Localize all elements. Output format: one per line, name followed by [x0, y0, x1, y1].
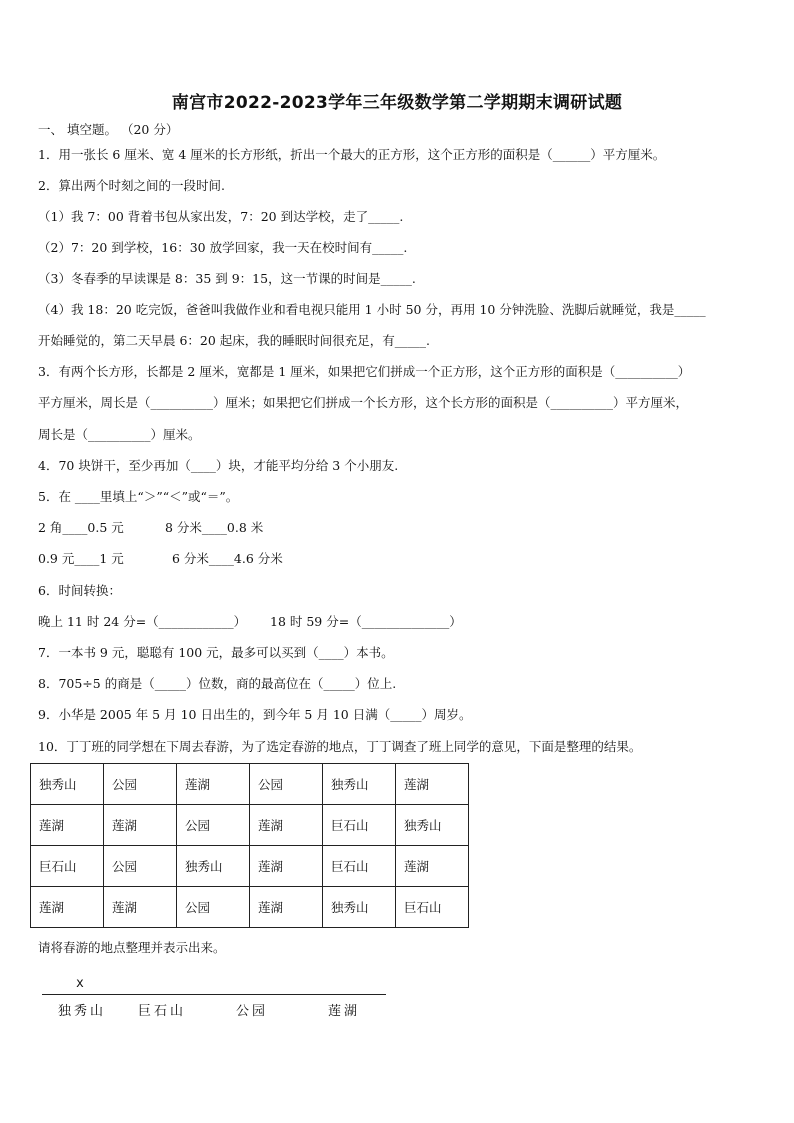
question-5-item-1: 2 角____0.5 元	[38, 520, 124, 535]
table-cell: 莲湖	[250, 805, 323, 846]
table-cell: 莲湖	[104, 887, 177, 928]
question-8: 8．705÷5 的商是（_____）位数，商的最高位在（_____）位上.	[38, 676, 397, 691]
table-cell: 独秀山	[323, 764, 396, 805]
table-cell: 独秀山	[396, 805, 469, 846]
question-6-item-1: 晚上 11 时 24 分=（____________）	[38, 614, 247, 629]
table-cell: 公园	[104, 764, 177, 805]
question-2-part-4-line-1: （4）我 18：20 吃完饭，爸爸叫我做作业和看电视只能用 1 小时 50 分，再用 10 分钟洗脸、洗脚后就睡觉，我是_____	[38, 302, 706, 317]
question-6: 6．时间转换：	[38, 583, 121, 598]
table-cell: 巨石山	[323, 805, 396, 846]
tally-label-jushishan: 巨石山	[138, 1004, 187, 1019]
question-9: 9．小华是 2005 年 5 月 10 日出生的，到今年 5 月 10 日满（_____）周岁。	[38, 707, 472, 722]
table-cell: 莲湖	[104, 805, 177, 846]
table-cell: 巨石山	[396, 887, 469, 928]
table-row	[31, 887, 469, 928]
question-2-part-3: （3）冬春季的早读课是 8：35 到 9：15，这一节课的时间是_____.	[38, 271, 416, 286]
question-2-part-1: （1）我 7：00 背着书包从家出发，7：20 到达学校，走了_____.	[38, 209, 404, 224]
survey-table	[30, 763, 469, 928]
table-cell: 公园	[250, 764, 323, 805]
question-5-item-4: 6 分米____4.6 分米	[172, 551, 283, 566]
question-3-line-2: 平方厘米，周长是（__________）厘米；如果把它们拼成一个长方形，这个长方形的面积是（__________）平方厘米，	[38, 395, 689, 410]
question-3-line-1: 3．有两个长方形，长都是 2 厘米，宽都是 1 厘米，如果把它们拼成一个正方形，这个正方形的面积是（__________）	[38, 364, 691, 379]
page-title: 南宫市2022-2023学年三年级数学第二学期期末调研试题	[171, 93, 623, 113]
table-cell: 莲湖	[250, 846, 323, 887]
table-cell: 莲湖	[31, 805, 104, 846]
table-row	[31, 846, 469, 887]
table-cell: 莲湖	[396, 846, 469, 887]
table-cell: 莲湖	[31, 887, 104, 928]
table-row	[31, 805, 469, 846]
table-cell: 公园	[104, 846, 177, 887]
table-cell: 莲湖	[177, 764, 250, 805]
table-cell: 莲湖	[396, 764, 469, 805]
section-heading: 一、 填空题。 （20 分）	[38, 122, 179, 137]
table-cell: 公园	[177, 887, 250, 928]
question-5-item-3: 0.9 元____1 元	[38, 551, 124, 566]
question-6-item-2: 18 时 59 分=（______________）	[270, 614, 462, 629]
table-cell: 独秀山	[177, 846, 250, 887]
table-cell: 公园	[177, 805, 250, 846]
tally-mark: x	[76, 976, 84, 991]
question-10-instruction: 请将春游的地点整理并表示出来。	[38, 940, 226, 955]
table-row	[31, 764, 469, 805]
question-2-part-4-line-2: 开始睡觉的，第二天早晨 6：20 起床，我的睡眠时间很充足，有_____.	[38, 333, 431, 348]
table-cell: 巨石山	[31, 846, 104, 887]
question-5-item-2: 8 分米____0.8 米	[165, 520, 264, 535]
question-3-line-3: 周长是（__________）厘米。	[38, 427, 201, 442]
table-cell: 独秀山	[31, 764, 104, 805]
table-cell: 独秀山	[323, 887, 396, 928]
question-5: 5．在 ____里填上“＞”“＜”或“＝”。	[38, 489, 239, 504]
question-4: 4．70 块饼干，至少再加（____）块，才能平均分给 3 个小朋友.	[38, 458, 399, 473]
question-7: 7．一本书 9 元，聪聪有 100 元，最多可以买到（____）本书。	[38, 645, 394, 660]
question-2-part-2: （2）7：20 到学校，16：30 放学回家，我一天在校时间有_____.	[38, 240, 408, 255]
tally-label-gongyuan: 公园	[236, 1004, 269, 1019]
tally-label-duxiushan: 独秀山	[58, 1004, 107, 1019]
table-cell: 巨石山	[323, 846, 396, 887]
question-1: 1．用一张长 6 厘米、宽 4 厘米的长方形纸，折出一个最大的正方形，这个正方形的面积是（______）平方厘米。	[38, 147, 666, 162]
tally-label-lianhu: 莲湖	[328, 1004, 361, 1019]
question-10: 10．丁丁班的同学想在下周去春游，为了选定春游的地点，丁丁调查了班上同学的意见，下面是整理的结果。	[38, 739, 642, 754]
question-2: 2．算出两个时刻之间的一段时间.	[38, 178, 225, 193]
tally-chart	[40, 976, 386, 1026]
table-cell: 莲湖	[250, 887, 323, 928]
tally-axis-line	[42, 994, 386, 995]
